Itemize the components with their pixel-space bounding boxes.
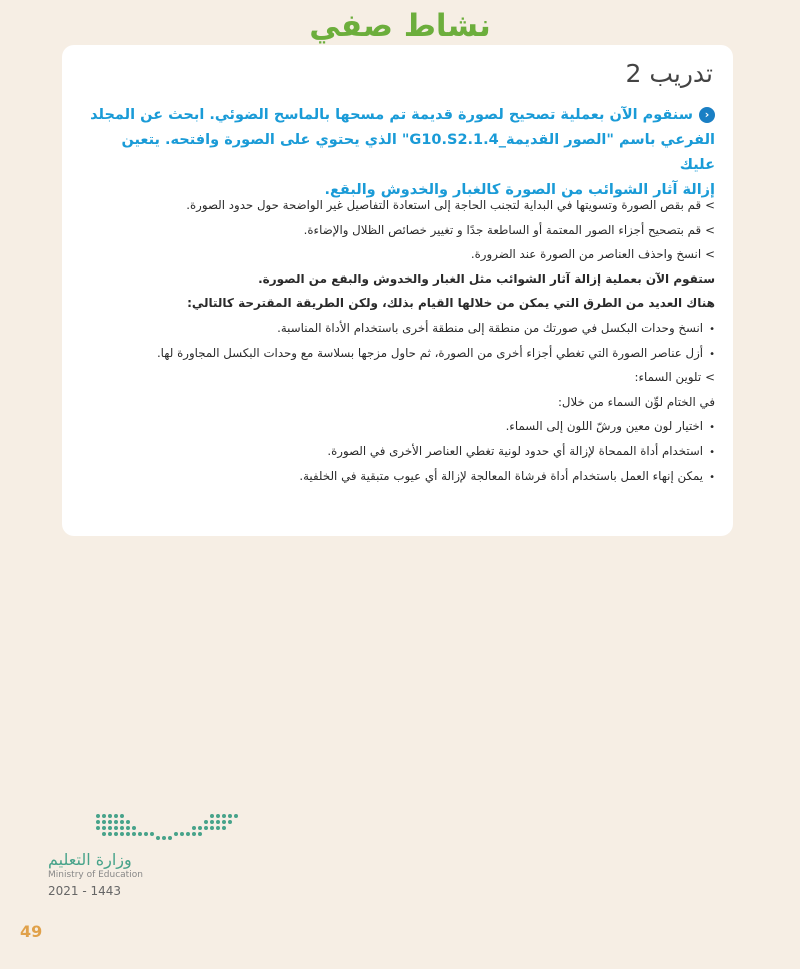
instruction-line: >تلوين السماء: — [634, 370, 715, 385]
instruction-heading: هناك العديد من الطرق التي يمكن من خلالها القيام بذلك، ولكن الطريقة المقترحة كالتالي: — [187, 296, 715, 311]
page-number: 49 — [20, 922, 43, 941]
exercise-intro — [85, 103, 715, 203]
instructions-list — [75, 193, 715, 488]
instruction-heading: ستقوم الآن بعملية إزالة آثار الشوائب مثل الغبار والخدوش والبقع من الصورة. — [258, 271, 715, 286]
chevron-left-icon: ‹ — [699, 107, 715, 123]
ministry-name-english: Ministry of Education — [48, 870, 143, 880]
intro-line: الفرعي باسم "الصور القديمة_G10.S2.1.4" الذي يحتوي على الصورة وافتحه. يتعين عليك — [121, 132, 715, 173]
instruction-bullet: •استخدام أداة الممحاة لإزالة أي حدود لونية تغطي العناصر الأخرى في الصورة. — [327, 443, 715, 458]
ministry-logo — [48, 810, 208, 905]
instruction-line: >انسخ واحذف العناصر من الصورة عند الضرورة. — [470, 247, 715, 262]
instruction-line: >قم بقص الصورة وتسويتها في البداية لتجنب الحاجة إلى استعادة التفاصيل غير الواضحة حول حدود الصورة. — [186, 198, 715, 212]
instruction-bullet: •يمكن إنهاء العمل باستخدام أداة فرشاة المعالجة لإزالة أي عيوب متبقية في الخلفية. — [299, 468, 715, 483]
exercise-card — [62, 45, 733, 536]
intro-line: إزالة آثار الشوائب من الصورة كالغبار والخدوش والبقع. — [324, 182, 715, 198]
page-title: نشاط صفي — [309, 8, 491, 44]
instruction-bullet: •اختيار لون معين ورشّ اللون إلى السماء. — [505, 419, 715, 434]
exercise-title: تدريب 2 — [625, 59, 713, 88]
ministry-name-arabic: وزارة التعليم — [48, 850, 132, 869]
instruction-line: >قم بتصحيح أجزاء الصور المعتمة أو الساطعة جدًا و تغيير خصائص الظلال والإضاءة. — [303, 222, 715, 237]
instruction-bullet: •انسخ وحدات البكسل في صورتك من منطقة إلى منطقة أخرى باستخدام الأداة المناسبة. — [277, 320, 715, 335]
instruction-line: في الختام لوِّن السماء من خلال: — [557, 394, 715, 409]
instruction-bullet: •أزل عناصر الصورة التي تغطي أجزاء أخرى من الصورة، ثم حاول مزجها بسلاسة مع وحدات البكسل المجاورة لها. — [156, 345, 715, 360]
academic-years: 2021 - 1443 — [48, 884, 122, 898]
ministry-logo-dots-icon — [94, 810, 244, 846]
intro-line: ‹سنقوم الآن بعملية تصحيح لصورة قديمة تم مسحها بالماسح الضوئي. ابحث عن المجلد — [85, 103, 715, 128]
